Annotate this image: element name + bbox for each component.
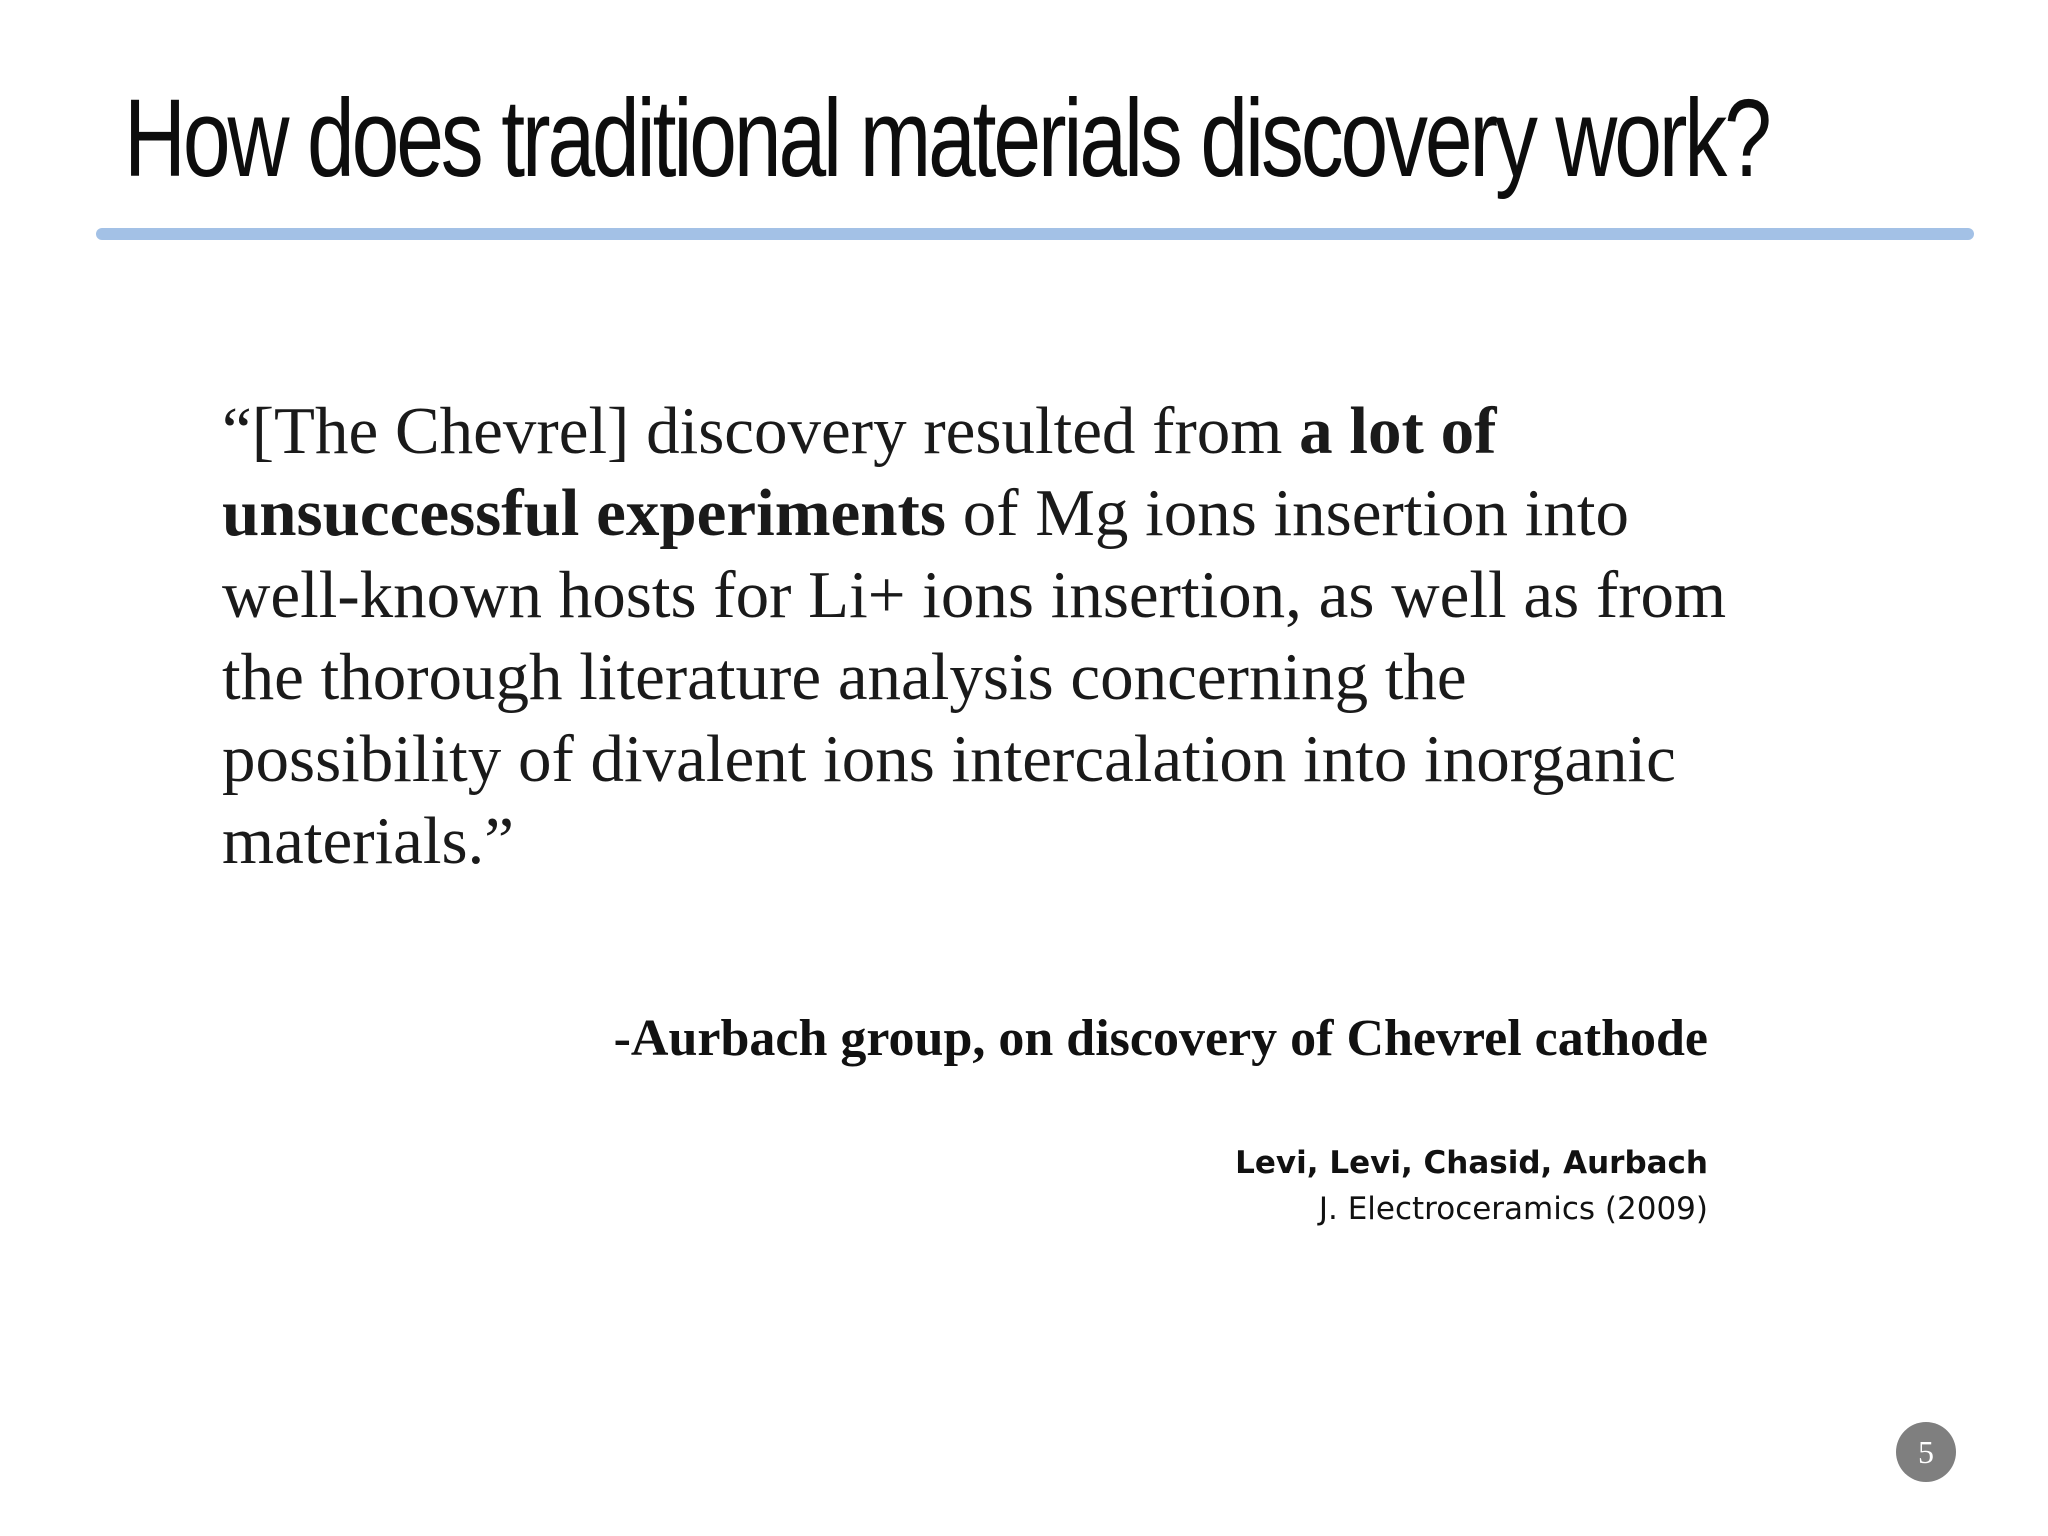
quote-text: [222, 390, 1732, 882]
citation: [1235, 1140, 1708, 1232]
quote-part-1: “[The Chevrel] discovery resulted from: [222, 394, 1300, 468]
quote-part-2: of Mg ions insertion into well-known hosts for Li+ ions insertion, as well as from the thorough literature analysis concerning the possibility of divalent ions intercalation into inorganic materials.”: [222, 476, 1727, 878]
quote-attribution: -Aurbach group, on discovery of Chevrel cathode: [613, 1010, 1708, 1067]
slide-title: How does traditional materials discovery work?: [124, 77, 1769, 200]
title-divider: [96, 228, 1974, 240]
citation-authors: Levi, Levi, Chasid, Aurbach: [1235, 1145, 1708, 1181]
quote-emphasis: a lot of unsuccessful experiments: [222, 394, 1497, 550]
page-number-badge: 5: [1896, 1422, 1956, 1482]
citation-journal: J. Electroceramics (2009): [1318, 1191, 1708, 1227]
